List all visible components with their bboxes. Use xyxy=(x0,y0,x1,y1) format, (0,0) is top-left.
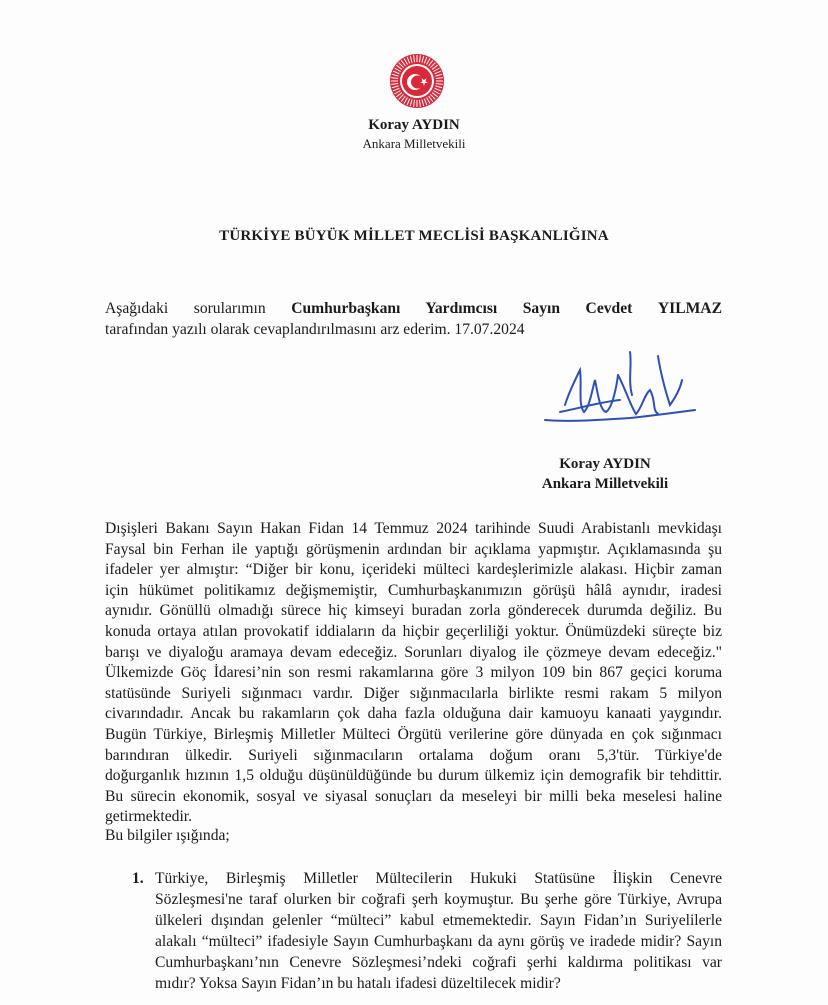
body-line: civarındadır. Ancak bu rakamların çok daha fazla olduğuna dair kamuoyu kanaati yaygındır. xyxy=(105,705,722,723)
body-line: barışı ve diyaloğu aramaya devam edeceğiz. Sorunları diyalog ile çözmeye devam edeceğiz." xyxy=(105,643,722,661)
body-line: barındıran ülkedir. Suriyeli sığınmacıların ortalama doğum oranı 5,3'tür. Türkiye'de xyxy=(105,746,722,764)
signature-name: Koray AYDIN xyxy=(559,456,651,472)
question-line: Cumhurbaşkanı’nın Cenevre Sözleşmesi’ndeki coğrafi şerhi kaldırma politikası var xyxy=(155,954,722,971)
body-line: için hükümet politikamız değişmemiştir, Cumhurbaşkanımızın görüşü hâlâ aynıdır, iradesi xyxy=(105,581,722,599)
body-line: statüsünde Suriyeli sığınmacı vardır. Diğer sığınmacılarla birlikte resmi rakam 5 milyon xyxy=(105,684,722,702)
body-line: Faysal bin Ferhan ile yaptığı görüşmenin ardından bir açıklama yapmıştır. Açıklamasında şu xyxy=(105,540,722,558)
question-number: 1. xyxy=(132,870,144,887)
body-line: Bu sürecin ekonomik, sosyal ve siyasal sonuçları da meseleyi bir milli beka meselesi haline xyxy=(105,787,722,805)
body-line: aynıdır. Gönüllü olmadığı sürece hiç kimseyi buradan zorla gönderecek durumda değiliz. Bu xyxy=(105,602,722,620)
document-heading: TÜRKİYE BÜYÜK MİLLET MECLİSİ BAŞKANLIĞINA xyxy=(219,228,609,244)
question-line: alakalı “mülteci” ifadesiyle Sayın Cumhurbaşkanı da aynı görüş ve iradede midir? Sayın xyxy=(155,933,722,950)
body-line: doğurganlık hızının 1,5 olduğu düşünüldüğünde bu durum ülkemiz için demografik bir tehdittir. xyxy=(105,767,722,785)
body-line: Dışişleri Bakanı Sayın Hakan Fidan 14 Temmuz 2024 tarihinde Suudi Arabistanlı mevkidaşı xyxy=(105,520,722,537)
body-line: ifadeler yer almıştır: “Diğer bir konu, içerideki mülteci kardeşlerimizle alakası. Hiçbir zaman xyxy=(105,561,722,579)
intro-line-2: tarafından yazılı olarak cevaplandırılmasını arz ederim. 17.07.2024 xyxy=(105,321,525,338)
intro-text: Aşağıdaki sorularımın xyxy=(105,300,266,317)
body-line: konuda ortaya atılan provokatif iddiaların da hiçbir geçerliliği yoktur. Önümüzdeki süreçte biz xyxy=(105,623,722,640)
question-line: Sözleşmesi'ne taraf olurken bir coğrafi şerh koymuştur. Bu şerhe göre Türkiye, Avrupa xyxy=(155,891,722,908)
body-line: Ülkemizde Göç İdaresi’nin son resmi rakamlarına göre 3 milyon 109 bin 867 geçici koruma xyxy=(105,664,722,682)
intro-line-1 xyxy=(105,300,722,318)
body-line: Bugün Türkiye, Birleşmiş Milletler Mülteci Örgütü verilerine göre dünyada en çok sığınmacı xyxy=(105,726,722,743)
lead-in: Bu bilgiler ışığında; xyxy=(105,827,230,844)
letterhead-title: Ankara Milletvekili xyxy=(362,136,466,151)
handwritten-signature xyxy=(540,350,700,440)
question-line: Türkiye, Birleşmiş Milletler Mültecilerin Hukuki Statüsüne İlişkin Cenevre xyxy=(155,870,722,887)
intro-addressee-surname: YILMAZ xyxy=(657,300,722,317)
question-line: ülkeleri dışından gelenler “mülteci” kabul etmemektedir. Sayın Fidan’ın Suriyelilerle xyxy=(155,912,722,929)
body-line: getirmektedir. xyxy=(105,808,193,826)
question-line: mıdır? Yoksa Sayın Fidan’ın bu hatalı ifadesi düzeltilecek midir? xyxy=(155,975,561,992)
signature-title: Ankara Milletvekili xyxy=(541,476,669,492)
letterhead-name: Koray AYDIN xyxy=(368,117,460,133)
tbmm-seal-logo xyxy=(389,53,445,109)
intro-addressee: Cumhurbaşkanı Yardımcısı Sayın Cevdet xyxy=(291,300,633,317)
